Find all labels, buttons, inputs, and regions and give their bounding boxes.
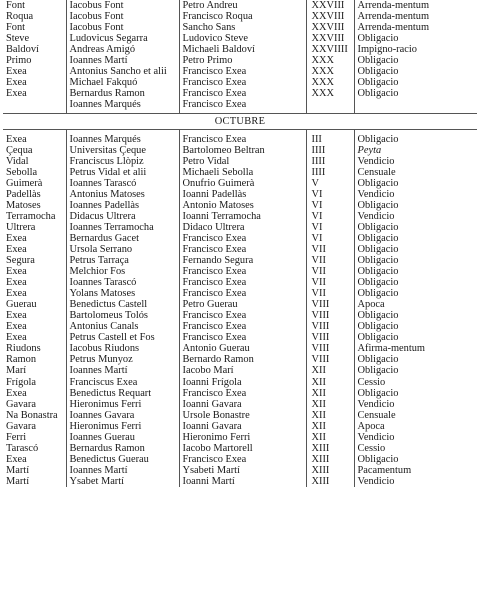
recipient-cell: Francisco Exea (179, 266, 306, 277)
document-type-cell: Vendicio (354, 211, 477, 222)
place-cell: Exea (6, 288, 27, 300)
recipient-cell: Petro Guerau (179, 299, 306, 310)
document-type-cell: Obligacio (354, 310, 477, 321)
place-cell: Exea (6, 453, 27, 465)
grantor-cell: Michael Fakquó (66, 77, 179, 88)
place-cell: Exea (6, 266, 27, 278)
table-row (3, 377, 477, 388)
recipient-cell: Hieronimo Ferri (179, 432, 306, 443)
document-type-cell: Obligacio (354, 255, 477, 266)
table-row (3, 77, 477, 88)
table-row (3, 244, 477, 255)
table-row (3, 388, 477, 399)
grantor-cell: Ioannes Terramocha (66, 222, 179, 233)
document-type-cell: Pacamentum (354, 465, 477, 476)
day-cell: XII (306, 421, 354, 432)
day-cell: XII (306, 432, 354, 443)
table-row (3, 454, 477, 465)
document-type-cell: Censuale (354, 410, 477, 421)
day-cell: XXVIII (306, 11, 354, 22)
table-row (3, 277, 477, 288)
table-row (3, 365, 477, 376)
place-cell: Frígola (6, 376, 37, 388)
recipient-cell: Ysabeti Martí (179, 465, 306, 476)
grantor-cell: Franciscus Llòpiz (66, 156, 179, 167)
place-cell: Tarascó (6, 442, 39, 454)
table-row (3, 288, 477, 299)
place-cell: Gavara (6, 398, 36, 410)
document-type-cell: Obligacio (354, 266, 477, 277)
document-type-cell: Apoca (354, 421, 477, 432)
day-cell: VIII (306, 343, 354, 354)
place-cell: Riudons (6, 343, 41, 355)
document-type-cell: Obligacio (354, 77, 477, 88)
document-type-cell: Vendicio (354, 189, 477, 200)
recipient-cell: Francisco Exea (179, 233, 306, 244)
recipient-cell: Fernando Segura (179, 255, 306, 266)
table-row (3, 410, 477, 421)
recipient-cell: Francisco Exea (179, 66, 306, 77)
place-cell: Font (6, 22, 26, 34)
recipient-cell: Francisco Exea (179, 454, 306, 465)
document-type-cell: Obligacio (354, 88, 477, 99)
document-type-cell: Obligacio (354, 222, 477, 233)
grantor-cell: Universitas Çeque (66, 145, 179, 156)
day-cell: XXX (306, 88, 354, 99)
recipient-cell: Iacobo Martorell (179, 443, 306, 454)
recipient-cell: Ioanni Gavara (179, 399, 306, 410)
place-cell: Exea (6, 88, 27, 100)
grantor-cell: Ioannes Tarascó (66, 277, 179, 288)
grantor-cell: Bartolomeus Tolós (66, 310, 179, 321)
recipient-cell: Ioanni Padellàs (179, 189, 306, 200)
grantor-cell: Antonius Matoses (66, 189, 179, 200)
table-row (3, 465, 477, 476)
day-cell: IIII (306, 156, 354, 167)
day-cell: XXX (306, 55, 354, 66)
grantor-cell: Ysabet Martí (66, 476, 179, 487)
document-type-cell: Arrenda-mentum (354, 0, 477, 11)
day-cell: XII (306, 410, 354, 421)
table-row (3, 354, 477, 365)
document-type-cell: Peyta (354, 145, 477, 156)
grantor-cell: Benedictus Guerau (66, 454, 179, 465)
day-cell: XXX (306, 77, 354, 88)
day-cell: VI (306, 200, 354, 211)
document-type-cell: Obligacio (354, 66, 477, 77)
grantor-cell: Ioannes Gavara (66, 410, 179, 421)
table-row (3, 66, 477, 77)
document-type-cell: Obligacio (354, 200, 477, 211)
document-type-cell: Obligacio (354, 244, 477, 255)
day-cell: XXVIIII (306, 44, 354, 55)
recipient-cell: Francisco Exea (179, 310, 306, 321)
grantor-cell: Benedictus Requart (66, 388, 179, 399)
grantor-cell: Antonius Canals (66, 321, 179, 332)
document-type-cell: Afirma-mentum (354, 343, 477, 354)
document-type-cell: Obligacio (354, 277, 477, 288)
place-cell: Exea (6, 277, 27, 289)
table-row (3, 88, 477, 99)
grantor-cell: Iacobus Riudons (66, 343, 179, 354)
table-row (3, 299, 477, 310)
document-type-cell: Vendicio (354, 432, 477, 443)
day-cell: VI (306, 222, 354, 233)
recipient-cell: Ludovico Steve (179, 33, 306, 44)
table-row (3, 343, 477, 354)
grantor-cell: Franciscus Exea (66, 377, 179, 388)
grantor-cell: Melchior Fos (66, 266, 179, 277)
grantor-cell: Iacobus Font (66, 22, 179, 33)
recipient-cell: Francisco Exea (179, 88, 306, 99)
recipient-cell: Francisco Exea (179, 99, 306, 110)
day-cell: XIII (306, 476, 354, 487)
table-row (3, 134, 477, 145)
table-row (3, 55, 477, 66)
document-type-cell: Arrenda-mentum (354, 22, 477, 33)
document-type-cell: Obligacio (354, 233, 477, 244)
place-cell (3, 99, 66, 110)
recipient-cell: Michaeli Baldoví (179, 44, 306, 55)
day-cell: XII (306, 388, 354, 399)
document-type-cell: Vendicio (354, 156, 477, 167)
table-row (3, 321, 477, 332)
day-cell: XXVIII (306, 0, 354, 11)
grantor-cell: Ioannes Marqués (66, 134, 179, 145)
day-cell: IIII (306, 167, 354, 178)
day-cell: XIII (306, 454, 354, 465)
grantor-cell: Ioannes Martí (66, 365, 179, 376)
place-cell: Primo (6, 55, 32, 67)
month-heading: OCTUBRE (3, 114, 477, 130)
day-cell: VIII (306, 310, 354, 321)
document-type-cell: Obligacio (354, 332, 477, 343)
day-cell: XXVIII (306, 33, 354, 44)
table-row (3, 178, 477, 189)
day-cell: XXVIII (306, 22, 354, 33)
recipient-cell: Francisco Roqua (179, 11, 306, 22)
recipient-cell: Francisco Exea (179, 332, 306, 343)
grantor-cell: Ludovicus Segarra (66, 33, 179, 44)
grantor-cell: Bernardus Ramon (66, 88, 179, 99)
recipient-cell: Ioanni Gavara (179, 421, 306, 432)
day-cell: VI (306, 211, 354, 222)
table-row (3, 266, 477, 277)
day-cell: XIII (306, 465, 354, 476)
table-row (3, 167, 477, 178)
recipient-cell: Francisco Exea (179, 134, 306, 145)
grantor-cell: Didacus Ultrera (66, 211, 179, 222)
document-type-cell: Vendicio (354, 476, 477, 487)
table-row (3, 233, 477, 244)
table-row (3, 255, 477, 266)
table-row (3, 0, 477, 11)
table-row (3, 189, 477, 200)
document-type-cell: Obligacio (354, 178, 477, 189)
document-type-cell: Apoca (354, 299, 477, 310)
place-cell: Na Bonastra (6, 409, 58, 421)
recipient-cell: Onufrio Guimerà (179, 178, 306, 189)
recipient-cell: Bartolomeo Beltran (179, 145, 306, 156)
grantor-cell: Ioannes Martí (66, 55, 179, 66)
grantor-cell: Ursola Serrano (66, 244, 179, 255)
document-type-cell: Obligacio (354, 55, 477, 66)
place-cell: Exea (6, 77, 27, 89)
recipient-cell: Didaco Ultrera (179, 222, 306, 233)
place-cell: Gavara (6, 420, 36, 432)
recipient-cell: Sancho Sans (179, 22, 306, 33)
recipient-cell: Francisco Exea (179, 244, 306, 255)
place-cell: Exea (6, 244, 27, 256)
day-cell: VIII (306, 332, 354, 343)
document-type-cell: Cessio (354, 377, 477, 388)
document-type-cell: Obligacio (354, 388, 477, 399)
recipient-cell: Ioanni Terramocha (179, 211, 306, 222)
place-cell: Ferri (6, 431, 27, 443)
grantor-cell: Iacobus Font (66, 0, 179, 11)
grantor-cell: Ioannes Martí (66, 465, 179, 476)
table-row (3, 156, 477, 167)
day-cell: VII (306, 277, 354, 288)
grantor-cell: Ioannes Padellàs (66, 200, 179, 211)
day-cell: VII (306, 255, 354, 266)
grantor-cell: Petrus Vidal et alii (66, 167, 179, 178)
recipient-cell: Francisco Exea (179, 321, 306, 332)
day-cell: VIII (306, 321, 354, 332)
place-cell: Marí (6, 365, 27, 377)
grantor-cell: Bernardus Gacet (66, 233, 179, 244)
day-cell: III (306, 134, 354, 145)
place-cell: Ramon (6, 354, 37, 366)
place-cell: Ultrera (6, 222, 36, 234)
day-cell: IIII (306, 145, 354, 156)
grantor-cell: Antonius Sancho et alii (66, 66, 179, 77)
place-cell: Font (6, 0, 26, 11)
table-row (3, 432, 477, 443)
grantor-cell: Benedictus Castell (66, 299, 179, 310)
grantor-cell: Hieronimus Ferri (66, 421, 179, 432)
table-row (3, 33, 477, 44)
recipient-cell: Petro Vidal (179, 156, 306, 167)
day-cell: XII (306, 365, 354, 376)
place-cell: Guimerà (6, 178, 43, 190)
day-cell (306, 99, 354, 110)
grantor-cell: Hieronimus Ferri (66, 399, 179, 410)
table-row (3, 310, 477, 321)
place-cell: Terramocha (6, 211, 56, 223)
day-cell: XIII (306, 443, 354, 454)
document-type-cell (354, 99, 477, 110)
recipient-cell: Antonio Matoses (179, 200, 306, 211)
place-cell: Segura (6, 255, 35, 267)
place-cell: Martí (6, 475, 30, 487)
day-cell: XII (306, 399, 354, 410)
place-cell: Exea (6, 321, 27, 333)
place-cell: Matoses (6, 200, 41, 212)
recipient-cell: Antonio Guerau (179, 343, 306, 354)
place-cell: Exea (6, 332, 27, 344)
table-row (3, 443, 477, 454)
document-type-cell: Obligacio (354, 134, 477, 145)
table-row (3, 421, 477, 432)
day-cell: VII (306, 266, 354, 277)
document-type-cell: Obligacio (354, 33, 477, 44)
day-cell: XII (306, 377, 354, 388)
day-cell: VI (306, 189, 354, 200)
notarial-register-table (3, 0, 477, 487)
document-type-cell: Cessio (354, 443, 477, 454)
table-row (3, 332, 477, 343)
recipient-cell: Petro Andreu (179, 0, 306, 11)
place-cell: Sebolla (6, 167, 38, 179)
place-cell: Padellàs (6, 189, 41, 201)
october-entries (3, 134, 477, 487)
place-cell: Martí (6, 464, 30, 476)
place-cell: Exea (6, 387, 27, 399)
day-cell: VIII (306, 354, 354, 365)
document-type-cell: Obligacio (354, 365, 477, 376)
document-type-cell: Obligacio (354, 354, 477, 365)
day-cell: V (306, 178, 354, 189)
grantor-cell: Petrus Tarraça (66, 255, 179, 266)
table-row (3, 11, 477, 22)
place-cell: Steve (6, 33, 30, 45)
place-cell: Guerau (6, 299, 37, 311)
document-type-cell: Obligacio (354, 288, 477, 299)
recipient-cell: Iacobo Marí (179, 365, 306, 376)
grantor-cell: Ioannes Guerau (66, 432, 179, 443)
table-row (3, 22, 477, 33)
day-cell: VI (306, 233, 354, 244)
document-type-cell: Vendicio (354, 399, 477, 410)
table-row (3, 211, 477, 222)
document-type-cell: Censuale (354, 167, 477, 178)
place-cell: Exea (6, 66, 27, 78)
recipient-cell: Francisco Exea (179, 77, 306, 88)
recipient-cell: Ursole Bonastre (179, 410, 306, 421)
place-cell: Çequa (6, 145, 33, 157)
table-row (3, 44, 477, 55)
grantor-cell: Yolans Matoses (66, 288, 179, 299)
table-row (3, 399, 477, 410)
recipient-cell: Francisco Exea (179, 388, 306, 399)
recipient-cell: Bernardo Ramon (179, 354, 306, 365)
grantor-cell: Andreas Amigó (66, 44, 179, 55)
place-cell: Vidal (6, 156, 29, 168)
table-row (3, 200, 477, 211)
day-cell: XXX (306, 66, 354, 77)
grantor-cell: Iacobus Font (66, 11, 179, 22)
place-cell: Baldoví (6, 44, 39, 56)
recipient-cell: Ioanni Martí (179, 476, 306, 487)
table-row (3, 476, 477, 487)
grantor-cell: Bernardus Ramon (66, 443, 179, 454)
recipient-cell: Francisco Exea (179, 277, 306, 288)
place-cell: Exea (6, 233, 27, 245)
previous-month-entries (3, 0, 477, 110)
table-row (3, 222, 477, 233)
document-type-cell: Arrenda-mentum (354, 11, 477, 22)
document-type-cell: Obligacio (354, 321, 477, 332)
table-row (3, 99, 477, 110)
table-row (3, 145, 477, 156)
place-cell: Roqua (6, 11, 34, 23)
month-heading-block (3, 110, 477, 134)
place-cell: Exea (6, 134, 27, 146)
grantor-cell: Ioannes Tarascó (66, 178, 179, 189)
grantor-cell: Petrus Munyoz (66, 354, 179, 365)
document-type-cell: Impigno-racio (354, 44, 477, 55)
recipient-cell: Petro Primo (179, 55, 306, 66)
recipient-cell: Francisco Exea (179, 288, 306, 299)
document-type-cell: Obligacio (354, 454, 477, 465)
recipient-cell: Michaeli Sebolla (179, 167, 306, 178)
day-cell: VIII (306, 299, 354, 310)
day-cell: VII (306, 244, 354, 255)
grantor-cell: Ioannes Marqués (66, 99, 179, 110)
place-cell: Exea (6, 310, 27, 322)
recipient-cell: Ioanni Frígola (179, 377, 306, 388)
day-cell: VII (306, 288, 354, 299)
grantor-cell: Petrus Castell et Fos (66, 332, 179, 343)
